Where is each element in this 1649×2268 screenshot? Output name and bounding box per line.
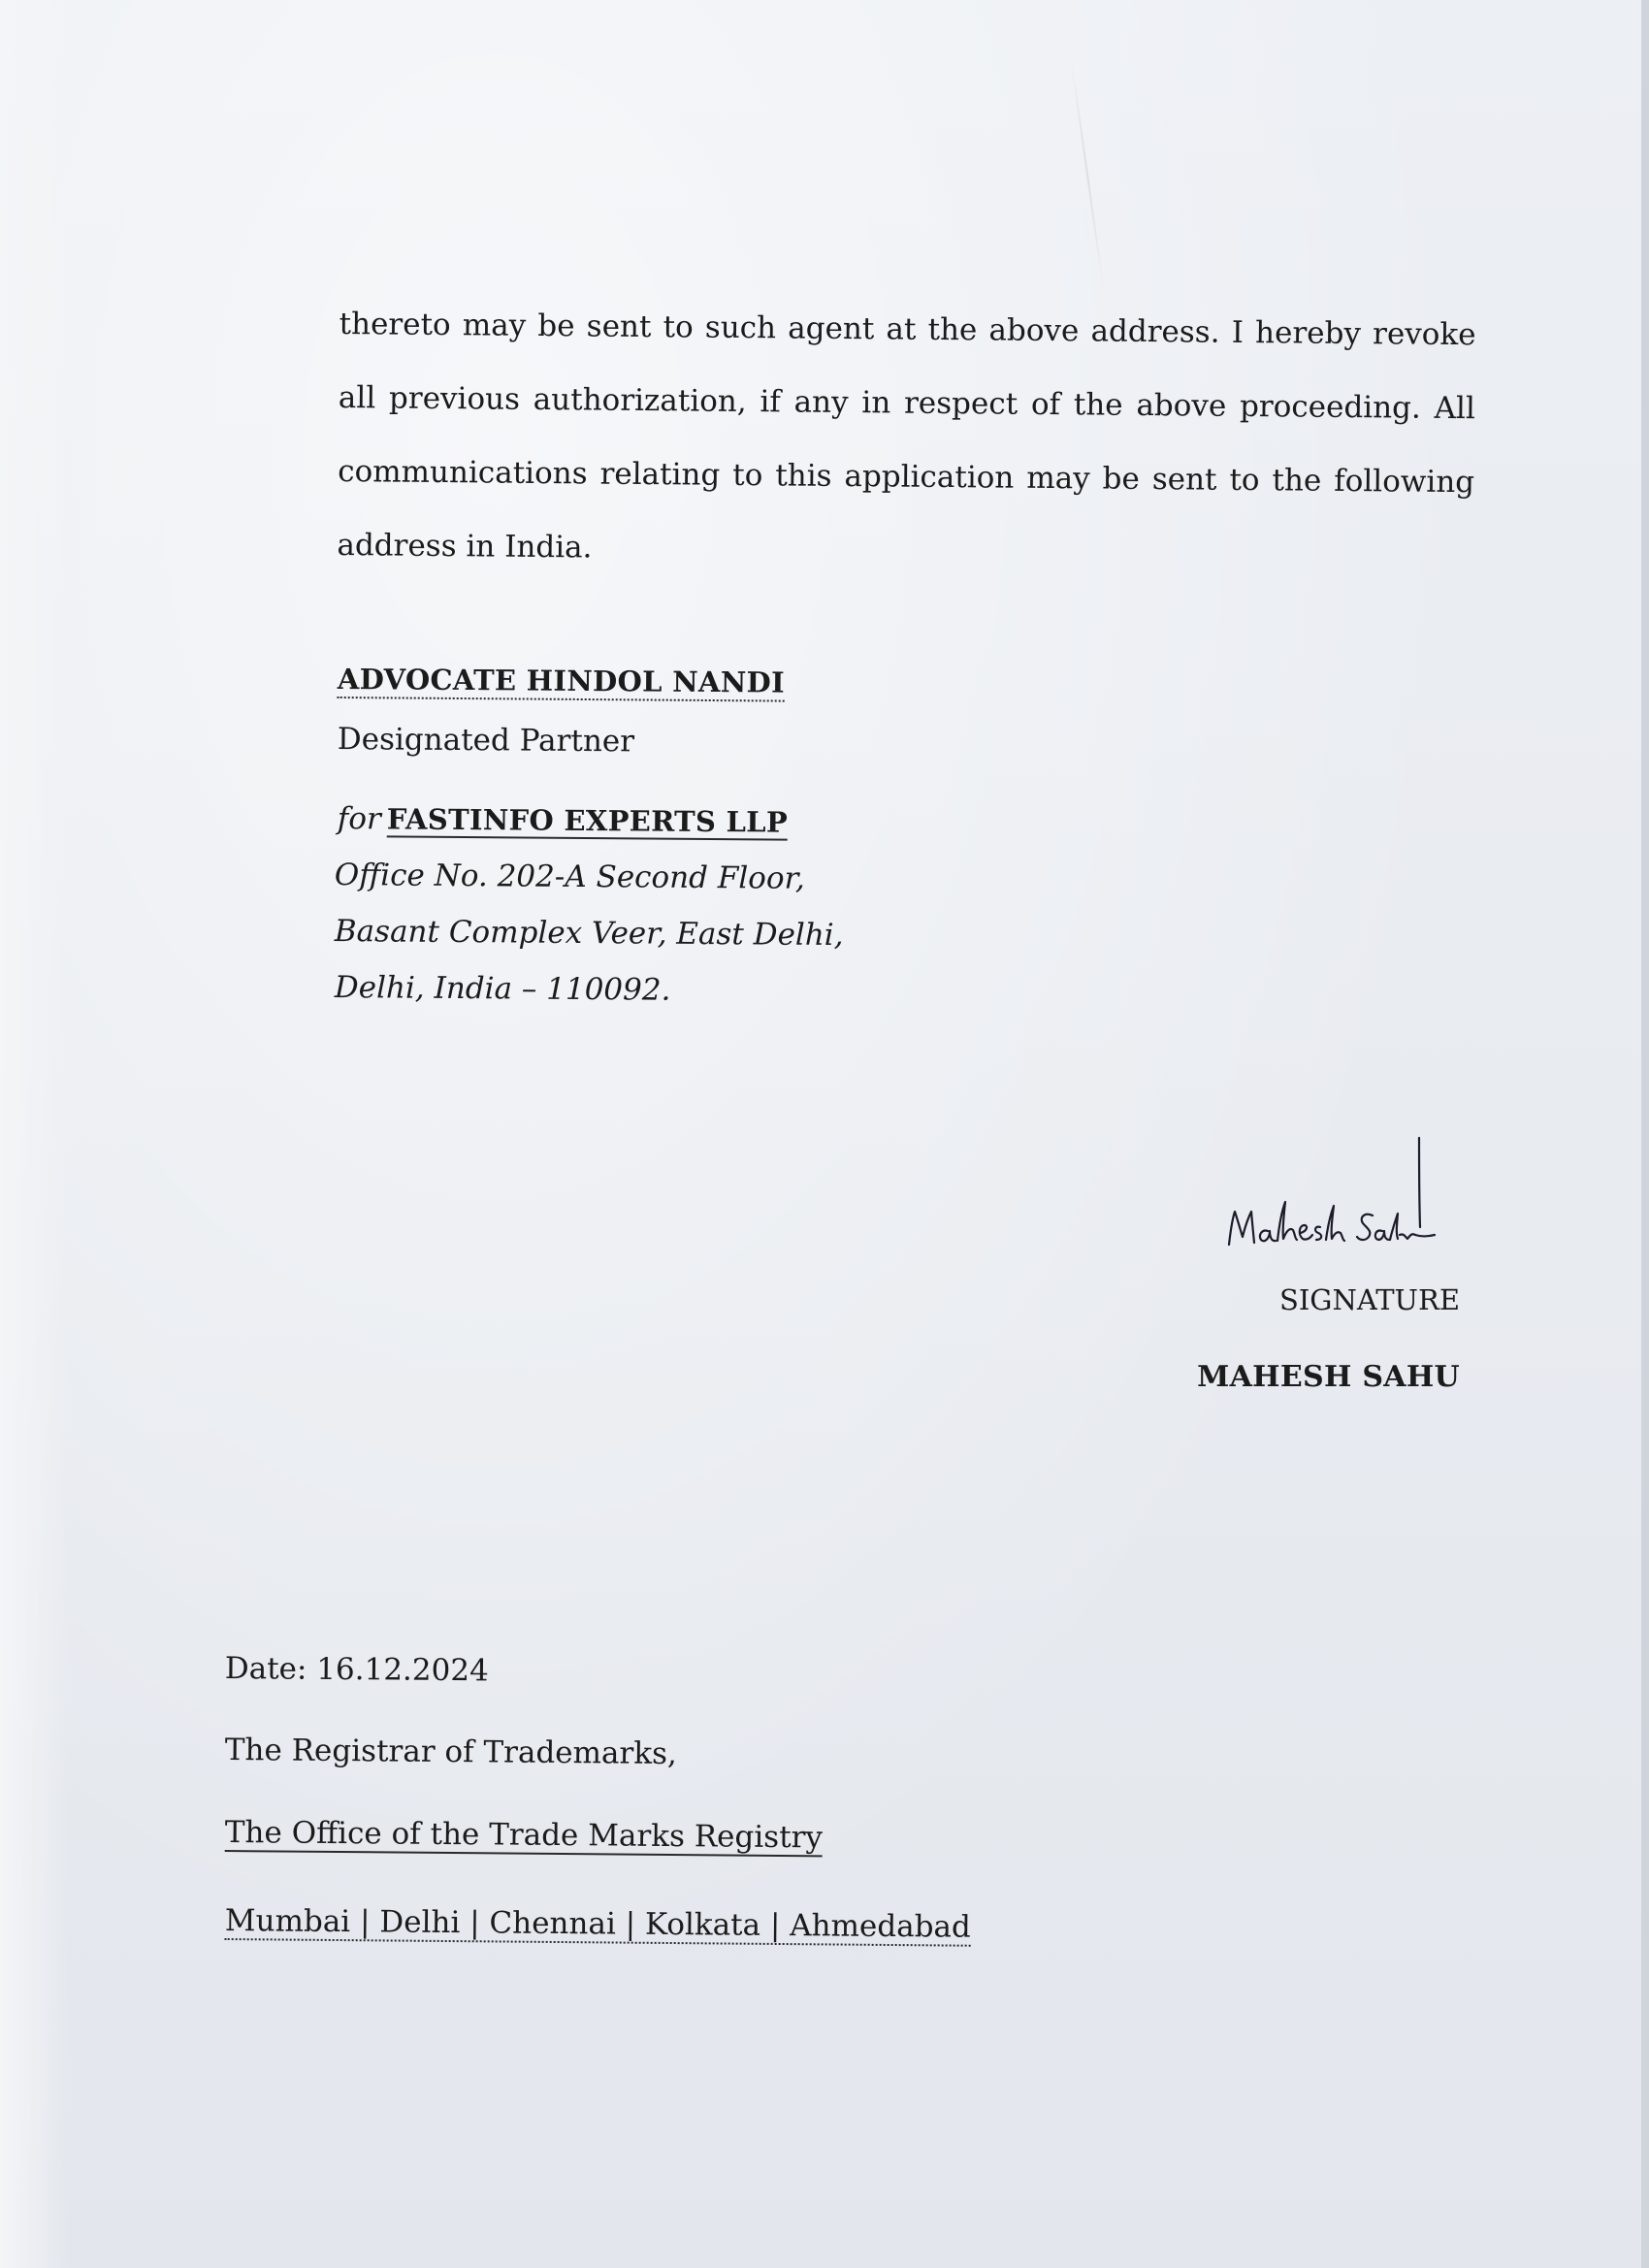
authorization-paragraph: thereto may be sent to such agent at the above address. I hereby revoke all previous authorization, if any in respect of the above proceeding. All communications relating to this application may be sent to the following address in India. (337, 306, 1476, 566)
paper-crease (1070, 59, 1104, 290)
address-line-2: Basant Complex Veer, East Delhi, (334, 914, 844, 954)
address-line-1: Office No. 202-A Second Floor, (334, 858, 805, 896)
signature-caption: SIGNATURE (1278, 1283, 1460, 1316)
paper-edge-right (1641, 0, 1649, 2268)
paper-edge-left (0, 0, 68, 2268)
firm-name: FASTINFO EXPERTS LLP (386, 802, 789, 839)
agent-role: Designated Partner (337, 722, 635, 760)
registry-cities: Mumbai | Delhi | Chennai | Kolkata | Ahmedabad (224, 1903, 971, 1945)
agent-name: ADVOCATE HINDOL NANDI (338, 663, 785, 702)
addressee-registrar: The Registrar of Trademarks, (224, 1733, 678, 1772)
signer-name: MAHESH SAHU (1197, 1360, 1460, 1394)
handwritten-signature (1217, 1130, 1450, 1256)
firm-line (338, 801, 788, 840)
address-line-3: Delhi, India – 110092. (334, 970, 671, 1008)
for-prefix: for (337, 801, 381, 837)
addressee-office: The Office of the Trade Marks Registry (224, 1815, 824, 1856)
document-date: Date: 16.12.2024 (224, 1651, 489, 1689)
